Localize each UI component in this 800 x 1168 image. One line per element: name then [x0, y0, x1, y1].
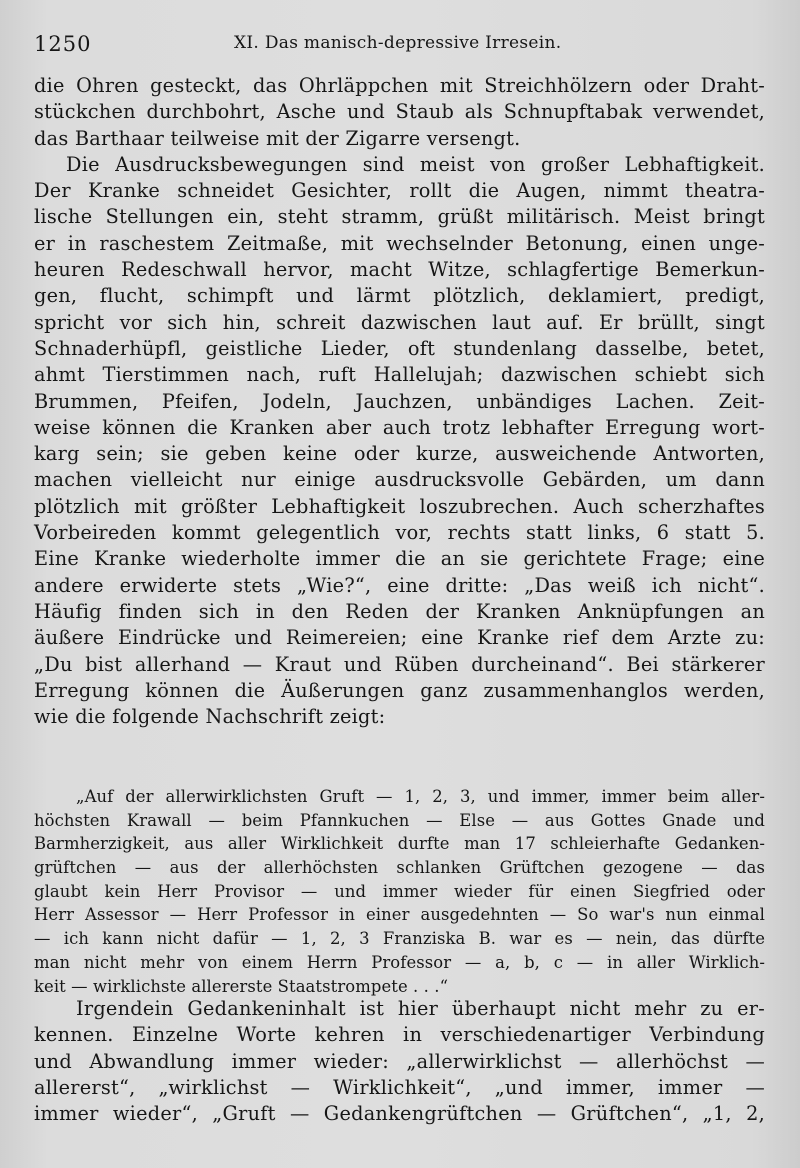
quote-line: „Auf der allerwirklichsten Gruft — 1, 2, 3, und immer, immer beim aller- [76, 787, 765, 806]
text-line: machen vielleicht nur einige ausdrucksvolle Gebärden, um dann [34, 468, 765, 492]
page-header [34, 30, 766, 60]
text-line: „Du bist allerhand — Kraut und Rüben durcheinand“. Bei stärkerer [34, 652, 765, 676]
quote-line: man nicht mehr von einem Herrn Professor — a, b, c — in aller Wirklich- [34, 952, 765, 972]
text-line: das Barthaar teilweise mit der Zigarre versengt. [34, 126, 521, 150]
text-line: Schnaderhüpfl, geistliche Lieder, oft stundenlang dasselbe, betet, [34, 336, 765, 360]
running-title: XI. Das manisch-depressive Irresein. [234, 33, 562, 53]
text-line: heuren Redeschwall hervor, macht Witze, schlagfertige Bemerkun- [34, 258, 765, 282]
closing-paragraph [34, 996, 765, 1127]
text-line: und Abwandlung immer wieder: „allerwirklichst — allerhöchst — [34, 1049, 765, 1073]
text-line: plötzlich mit größter Lebhaftigkeit loszubrechen. Auch scherzhaftes [34, 494, 765, 518]
quote-line: keit — wirklichste allererste Staatstrompete . . .“ [34, 976, 449, 996]
text-line: ahmt Tierstimmen nach, ruft Hallelujah; dazwischen schiebt sich [34, 363, 765, 387]
text-line: allererst“, „wirklichst — Wirklichkeit“, „und immer, immer — [34, 1075, 765, 1099]
text-line: Vorbeireden kommt gelegentlich vor, rechts statt links, 6 statt 5. [34, 521, 765, 545]
text-line: Irgendein Gedankeninhalt ist hier überhaupt nicht mehr zu er- [76, 997, 765, 1020]
text-line: Eine Kranke wiederholte immer die an sie gerichtete Frage; eine [34, 547, 765, 571]
page-number: 1250 [34, 32, 92, 56]
text-line: er in raschestem Zeitmaße, mit wechselnder Betonung, einen unge- [34, 231, 765, 255]
text-line: Erregung können die Äußerungen ganz zusammenhanglos werden, [34, 678, 765, 702]
text-line: Häufig finden sich in den Reden der Kranken Anknüpfungen an [34, 599, 765, 623]
text-line: stückchen durchbohrt, Asche und Staub als Schnupftabak verwendet, [34, 100, 765, 124]
quote-line: glaubt kein Herr Provisor — und immer wieder für einen Siegfried oder [34, 881, 765, 901]
quote-line: Herr Assessor — Herr Professor in einer ausgedehnten — So war's nun einmal [34, 905, 765, 925]
quoted-transcript [34, 785, 765, 998]
text-line: karg sein; sie geben keine oder kurze, ausweichende Antworten, [34, 442, 765, 466]
quote-line: grüftchen — aus der allerhöchsten schlanken Grüftchen gezogene — das [34, 858, 765, 878]
text-line: Der Kranke schneidet Gesichter, rollt die Augen, nimmt theatra- [34, 179, 765, 203]
text-line: Die Ausdrucksbewegungen sind meist von großer Lebhaftigkeit. [66, 152, 765, 176]
text-line: weise können die Kranken aber auch trotz lebhafter Erregung wort- [34, 415, 765, 439]
text-line: immer wieder“, „Gruft — Gedankengrüftchen — Grüftchen“, „1, 2, [34, 1102, 765, 1126]
text-line: spricht vor sich hin, schreit dazwischen laut auf. Er brüllt, singt [34, 310, 765, 334]
quote-line: Barmherzigkeit, aus aller Wirklichkeit durfte man 17 schleierhafte Gedanken- [34, 834, 765, 854]
text-line: die Ohren gesteckt, das Ohrläppchen mit Streichhölzern oder Draht- [34, 74, 765, 97]
text-line: lische Stellungen ein, steht stramm, grüßt militärisch. Meist bringt [34, 205, 765, 229]
text-line: gen, flucht, schimpft und lärmt plötzlich, deklamiert, predigt, [34, 284, 765, 308]
text-line: kennen. Einzelne Worte kehren in verschiedenartiger Verbindung [34, 1023, 765, 1047]
text-line: äußere Eindrücke und Reimereien; eine Kranke rief dem Arzte zu: [34, 626, 765, 650]
text-line: wie die folgende Nachschrift zeigt: [34, 705, 386, 729]
main-paragraphs [34, 73, 765, 730]
text-line: Brummen, Pfeifen, Jodeln, Jauchzen, unbändiges Lachen. Zeit- [34, 389, 765, 413]
quote-line: höchsten Krawall — beim Pfannkuchen — Else — aus Gottes Gnade und [34, 810, 765, 830]
text-line: andere erwiderte stets „Wie?“, eine dritte: „Das weiß ich nicht“. [34, 573, 765, 597]
quote-line: — ich kann nicht dafür — 1, 2, 3 Franziska B. war es — nein, das dürfte [34, 929, 765, 949]
